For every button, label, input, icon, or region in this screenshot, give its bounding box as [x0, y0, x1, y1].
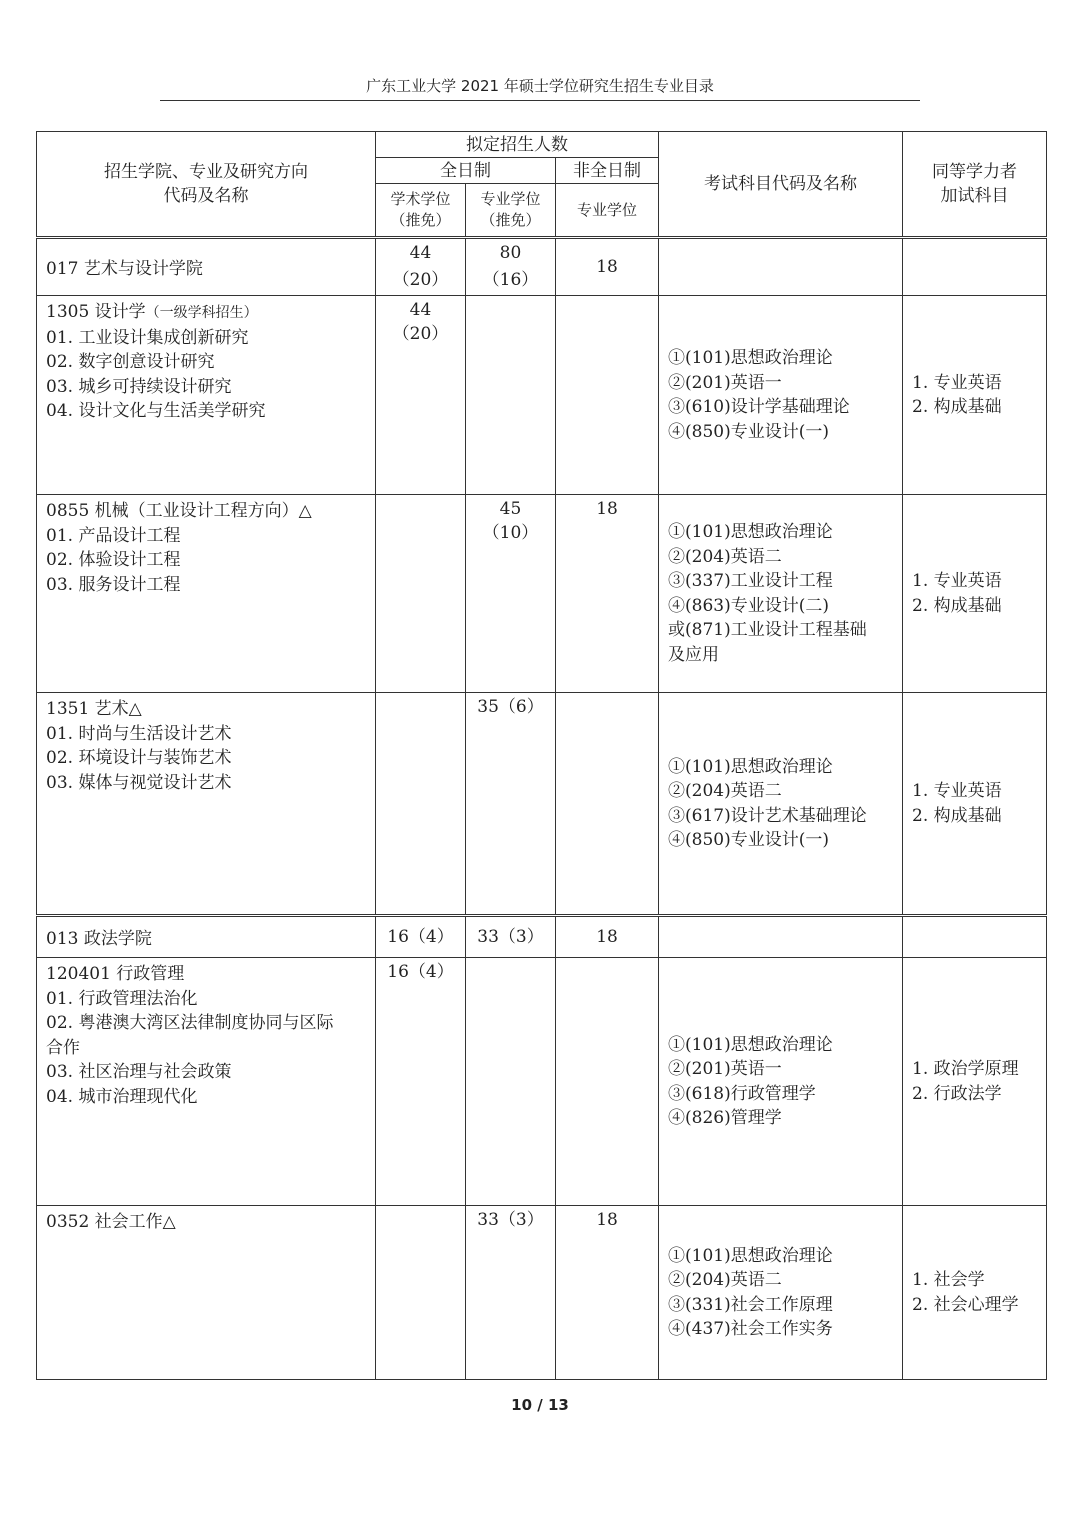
- college-name: 013 政法学院: [37, 916, 376, 958]
- header-academic: 学术学位 （推免）: [376, 184, 466, 238]
- major-name: 0855 机械（工业设计工程方向）△: [46, 501, 312, 521]
- academic-count: 16（4）: [376, 916, 466, 958]
- direction: 合作: [46, 1037, 80, 1058]
- extra-cell: 1. 专业英语 2. 构成基础: [903, 693, 1047, 916]
- college-name: 017 艺术与设计学院: [37, 238, 376, 296]
- header-extra: 同等学力者 加试科目: [903, 132, 1047, 238]
- major-name: 1305 设计学: [46, 302, 146, 322]
- professional-count: 45 （10）: [466, 495, 556, 693]
- academic-count: [376, 1206, 466, 1380]
- academic-count: 44 （20）: [376, 296, 466, 495]
- direction: 01. 工业设计集成创新研究: [46, 327, 249, 348]
- extra-cell: [903, 916, 1047, 958]
- professional-count: 33（3）: [466, 916, 556, 958]
- major-name: 120401 行政管理: [46, 964, 185, 984]
- academic-count: [376, 495, 466, 693]
- direction: 03. 社区治理与社会政策: [46, 1062, 232, 1082]
- direction: 02. 体验设计工程: [46, 550, 181, 570]
- table-row: [37, 958, 1047, 1206]
- part-time-count: 18: [556, 238, 659, 296]
- part-time-count: [556, 693, 659, 916]
- major-cell: [37, 296, 376, 495]
- exam-cell: [659, 916, 903, 958]
- exam-cell: ①(101)思想政治理论 ②(201)英语一 ③(618)行政管理学 ④(826)管理学: [659, 958, 903, 1206]
- header-part-time: 非全日制: [556, 158, 659, 184]
- exam-cell: ①(101)思想政治理论 ②(201)英语一 ③(610)设计学基础理论 ④(850)专业设计(一): [659, 296, 903, 495]
- exam-cell: [659, 238, 903, 296]
- table-row: [37, 916, 1047, 958]
- part-time-count: 18: [556, 495, 659, 693]
- direction: 03. 媒体与视觉设计艺术: [46, 772, 232, 793]
- major-name: 0352 社会工作△: [46, 1212, 176, 1232]
- major-cell: [37, 958, 376, 1206]
- header-college-major: 招生学院、专业及研究方向 代码及名称: [37, 132, 376, 238]
- major-cell: [37, 495, 376, 693]
- professional-count: 80 （16）: [466, 238, 556, 296]
- page-number: 10 / 13: [511, 1396, 569, 1414]
- direction: 01. 产品设计工程: [46, 525, 181, 546]
- page-header-title: 广东工业大学 2021 年硕士学位研究生招生专业目录: [160, 76, 920, 101]
- header-planned: 拟定招生人数: [376, 132, 659, 158]
- direction: 02. 数字创意设计研究: [46, 352, 215, 372]
- extra-cell: 1. 专业英语 2. 构成基础: [903, 495, 1047, 693]
- direction: 01. 行政管理法治化: [46, 988, 198, 1009]
- direction: 01. 时尚与生活设计艺术: [46, 723, 232, 744]
- direction: 02. 环境设计与装饰艺术: [46, 748, 232, 768]
- part-time-count: 18: [556, 1206, 659, 1380]
- extra-cell: 1. 专业英语 2. 构成基础: [903, 296, 1047, 495]
- table-row: [37, 238, 1047, 296]
- direction: 04. 城市治理现代化: [46, 1086, 198, 1107]
- header-exam: 考试科目代码及名称: [659, 132, 903, 238]
- major-name: 1351 艺术△: [46, 699, 142, 719]
- part-time-count: 18: [556, 916, 659, 958]
- direction: 03. 服务设计工程: [46, 574, 181, 595]
- direction: 04. 设计文化与生活美学研究: [46, 401, 266, 421]
- exam-cell: ①(101)思想政治理论 ②(204)英语二 ③(331)社会工作原理 ④(437)社会工作实务: [659, 1206, 903, 1380]
- table-row: [37, 296, 1047, 495]
- part-time-count: [556, 958, 659, 1206]
- academic-count: [376, 693, 466, 916]
- part-time-count: [556, 296, 659, 495]
- table-row: [37, 495, 1047, 693]
- professional-count: 33（3）: [466, 1206, 556, 1380]
- direction: 03. 城乡可持续设计研究: [46, 376, 232, 397]
- table-row: [37, 693, 1047, 916]
- admission-catalog-table: [36, 131, 1047, 1380]
- table-row: [37, 1206, 1047, 1380]
- academic-count: 44 （20）: [376, 238, 466, 296]
- major-cell: [37, 693, 376, 916]
- major-cell: [37, 1206, 376, 1380]
- academic-count: 16（4）: [376, 958, 466, 1206]
- professional-count: 35（6）: [466, 693, 556, 916]
- header-full-time: 全日制: [376, 158, 556, 184]
- major-note: （一级学科招生）: [145, 305, 258, 321]
- extra-cell: 1. 社会学 2. 社会心理学: [903, 1206, 1047, 1380]
- extra-cell: 1. 政治学原理 2. 行政法学: [903, 958, 1047, 1206]
- exam-cell: ①(101)思想政治理论 ②(204)英语二 ③(617)设计艺术基础理论 ④(850)专业设计(一): [659, 693, 903, 916]
- professional-count: [466, 958, 556, 1206]
- professional-count: [466, 296, 556, 495]
- direction: 02. 粤港澳大湾区法律制度协同与区际: [46, 1013, 334, 1033]
- header-professional-pt: 专业学位: [556, 184, 659, 238]
- header-professional: 专业学位 （推免）: [466, 184, 556, 238]
- extra-cell: [903, 238, 1047, 296]
- exam-cell: ①(101)思想政治理论 ②(204)英语二 ③(337)工业设计工程 ④(863)专业设计(二) 或(871)工业设计工程基础 及应用: [659, 495, 903, 693]
